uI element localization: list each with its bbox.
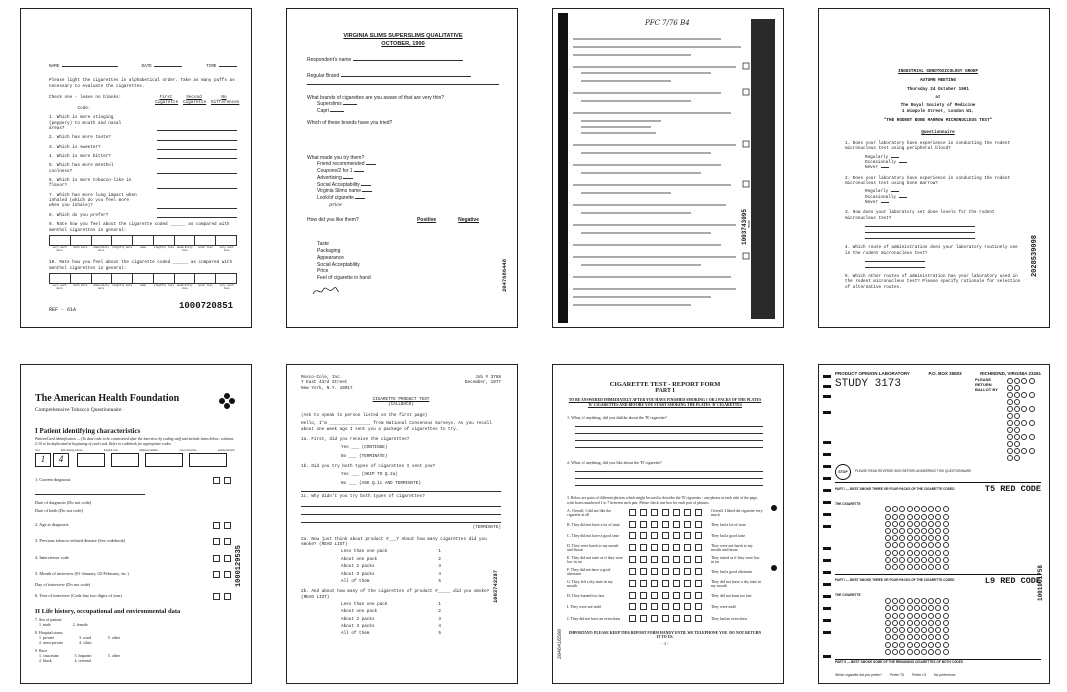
question-item: 1. Does your laboratory have experience in conducting the rodent micronucleus test using peripheral blood? — [845, 140, 1011, 152]
card-box: 1 — [35, 453, 51, 467]
document-code: 1001001758 — [1037, 565, 1044, 602]
field-item: 5. Month of interview (01-January, 02-February, etc.) — [35, 571, 235, 580]
rating-scale-labels: very much more much more moderately more slightly more same slightly less moderately less much less very much less — [52, 245, 234, 253]
field-list — [35, 477, 235, 602]
address-line: 7 East 43rd Street — [301, 380, 348, 386]
document-tile-product-test[interactable]: Mosco-Cole, Inc. 7 East 43rd Street New York, N.Y. 10017 Job # 3788 December, 1977 CIGARETTE PRODUCT TEST (CALLBACK) (Ask to speak to person listed on the first page) Hello, I'm ________________ from National Consensus Surveys. As you recall about one week ago I sent you a package of cigarettes to try. 1a. First, did you receive the cigarettes? Yes ___ (CONTINUE) No ___ (TERMINATE) 1b. Did you try both types of cigarettes I sent you? Yes ___ (SKIP TO Q.2a) No ___ (ASK Q.1c AND TERMINATE) 1c. Why didn't you try both types of cigarettes? (TERMINATE) 2a. Now just think about product #___Y About how many cigarettes did you smoke? (READ LIST) Less than one pack 1 About one pack 2 About 2 packs 3 About 3 packs 4 All of them 5 2b. And about how many of the cigarettes of product #_____ did you smoke? (READ LIST) Less than one pack 1 About one pack 2 About 2 packs 3 About 3 packs 4 All of them 5 1003743297 — [286, 364, 518, 684]
page-title: CIGARETTE PRODUCT TEST — [372, 397, 430, 403]
stop-icon: STOP — [835, 464, 851, 480]
time-label: TIME — [206, 64, 217, 69]
section-title: II Life history, occupational and environmental data — [35, 607, 181, 615]
survey-text-lines — [571, 33, 751, 323]
document-code: 1000129535 — [235, 545, 243, 588]
question-item: 4. Which route of administration does your laboratory routinely use in the rodent micronucleus test? — [845, 245, 1018, 256]
header-fields — [49, 64, 237, 69]
field-item: Date of diagnosis (Do not code) — [35, 499, 92, 505]
date-label: December, 1977 — [464, 380, 501, 386]
document-code: 1000720851 — [179, 301, 234, 311]
section-label: THE CIGARETTE — [835, 593, 861, 598]
question-2b: 2b. And about how many of the cigarettes of product #_____ did you smoke? (READ LIST) — [301, 589, 490, 600]
date-bubbles[interactable] — [1007, 378, 1041, 462]
part1-header — [835, 482, 1041, 494]
callback-label: (CALLBACK) — [388, 402, 414, 408]
question-2a: 2a. Now just think about product #___Y About how many cigarettes did you smoke? (READ LIST) — [301, 536, 487, 548]
question-item: 8. Which do you prefer? — [49, 213, 237, 218]
rating-scale-9[interactable] — [49, 235, 237, 246]
pair-row[interactable]: A. Overall, I did not like the cigarette at all Overall, I liked the cigarette very much — [567, 508, 763, 518]
foundation-logo — [219, 393, 235, 409]
meeting-date: Thursday 24 October 1991 — [907, 86, 969, 92]
field-item: 8. Hospital status — [35, 629, 63, 635]
semantic-pairs — [567, 509, 763, 623]
pair-row[interactable]: C. They did not have a good taste They had a good taste — [567, 534, 746, 539]
code-label: Code: — [77, 105, 91, 111]
section-label: THE CIGARETTE — [835, 501, 861, 506]
attribute-item: Appearance — [317, 254, 344, 261]
question-why: What made you try them? — [307, 154, 365, 161]
terminate-label: (TERMINATE) — [472, 525, 501, 531]
check-label: Check one - leave no blanks: — [49, 95, 122, 101]
aware-item: Capri — [317, 108, 499, 115]
lab-header — [835, 371, 1041, 376]
study-row — [835, 378, 1041, 462]
respondent-field: Respondent's name — [307, 57, 499, 64]
document-code: 2046416599 — [557, 629, 563, 660]
document-tile-ballot[interactable] — [818, 364, 1050, 684]
instruction-text: TO BE ANSWERED IMMEDIATELY AFTER YOU HAVE FINISHED SMOKING 1 OR 2 PACKS OF THE PLATES 'B' CIGARETTES AND BEFORE YOU START SMOKING THE PLATES 'B' CIGARETTES — [568, 398, 762, 407]
scan-edge-shadow — [558, 13, 568, 323]
answer-lines — [865, 261, 1031, 268]
frequency-options: Regularly Occasionally Never — [865, 189, 1031, 205]
attribute-item: Social Acceptability — [317, 261, 360, 268]
code-label: T5 RED CODE — [984, 484, 1041, 495]
pair-row[interactable]: B. They did not have a lot of taste They had a lot of taste — [567, 522, 746, 527]
pair-row[interactable]: E. They did not taste as if they were low in tar They tasted as if they were low in tar — [567, 555, 760, 565]
document-code: 1003743095 — [741, 209, 748, 246]
ref-label: REF - 61A — [49, 307, 77, 313]
rating-bubbles-2[interactable] — [885, 598, 1041, 656]
venue-line: 1 Wimpole Street, London W1. — [901, 108, 975, 114]
like-header: How did you like them? Positive Negative — [307, 216, 479, 223]
return-label: PLEASE RETURN BALLOT BY — [975, 377, 998, 392]
intro-text: Please light the cigarettes in alphabetical order. Take as many puffs as necessary to evaluate the cigarettes. — [49, 78, 235, 89]
date-label: DATE — [141, 64, 152, 69]
pair-row[interactable]: I. They were not mild They were mild — [567, 605, 736, 610]
punch-hole — [771, 505, 777, 511]
page-subtitle: Comprehensive Tobacco Questionnaire — [35, 407, 122, 413]
pair-row[interactable]: J. They did not have an even draw They had an even draw — [567, 616, 748, 621]
job-number: Job # 3788 — [475, 375, 501, 380]
brand-field: Regular Brand — [307, 73, 499, 80]
document-tile-taste-questionnaire[interactable] — [20, 8, 252, 328]
page-title: VIRGINIA SLIMS SUPERSLIMS QUALITATIVE — [343, 33, 463, 39]
read-first-note: PLEASE READ REVERSE SIDE BEFORE ANSWERING THIS QUESTIONNAIRE — [855, 469, 972, 474]
subject-line: "THE RODENT BONE MARROW MICRONUCLEUS TEST" — [883, 118, 993, 124]
pair-row[interactable]: D. They were harsh to my mouth and throat They were not harsh to my mouth and throat — [567, 543, 753, 553]
field-item: Date of birth (Do not code) — [35, 508, 83, 514]
document-tile-american-health-foundation[interactable] — [20, 364, 252, 684]
instructions-text: Patient/Card identification — (To date code to be constructed after the interview by coding staff and include items below: columns 2-10 to be duplicated at beginning of each card. Refer to codebook for appropriate codes. — [35, 437, 234, 446]
field-item: Day of interview (Do not code) — [35, 581, 91, 587]
footer-note: IMPORTANT: PLEASE KEEP THIS REPORT FORM HANDY UNTIL WE TELEPHONE YOU. DO NOT RETURN IT TO US. — [568, 631, 762, 640]
prefer-option[interactable]: No preference — [933, 672, 956, 677]
rating-scale-labels: very much more much more moderately more slightly more same slightly less moderately less much less very much less — [52, 284, 234, 291]
reason-item: Look/of cigarette — [317, 195, 499, 202]
lab-name: PRODUCT OPINION LABORATORY — [835, 371, 910, 376]
page-subtitle: OCTOBER, 1990 — [381, 40, 425, 47]
column-no-diff: No Differences — [211, 95, 240, 106]
reason-item: Advertising — [317, 175, 499, 182]
negative-label: Negative — [458, 216, 479, 223]
lab-pobox: P.O. BOX 26503 — [928, 371, 962, 376]
question-10: 10. Rate how you feel about the cigarette coded ______ as compared with menthol cigarettes in general: — [49, 260, 233, 271]
question-item: 6. Which is more tobacco-like in flavor? — [49, 178, 237, 189]
life-history-fields: 7. Sex of patient: 1. male 2. female 8. Hospital status 1. private 2. semi-private 3. ward 4. clinic 5. other 9. Race 1. caucasian 2. black 3. hispanic 4. oriental 5. other — [35, 617, 235, 663]
document-code: 2047686448 — [501, 259, 508, 293]
pair-row[interactable]: H. They burned too fast They did not burn too fast — [567, 593, 752, 598]
page-title: INDUSTRIAL GENOTOXICOLOGY GROUP — [898, 69, 978, 74]
column-second: Second Cigarette — [183, 95, 207, 106]
document-thumbnail-grid — [20, 8, 1050, 684]
question-item: 5. Which other routes of administration has your laboratory used in the rodent micronucleus test? Please specify rationale for selection of alternative routes. — [845, 273, 1021, 290]
reason-item: Coupons/2 for 1 — [317, 168, 499, 175]
question-1a: 1a. First, did you receive the cigarettes? — [301, 436, 410, 442]
field-item: 4. Interviewer code — [35, 555, 235, 564]
question-1b: 1b. Did you try both types of cigarettes I sent you? — [301, 463, 436, 469]
field-item: 6. Year of interview (Code last two digits of year) — [35, 593, 235, 602]
question-aware: What brands of cigarettes are you aware of that are very thin? — [307, 94, 445, 101]
pair-row[interactable]: G. They left a dry taste in my mouth They did not leave a dry taste in my mouth — [567, 579, 762, 589]
code-label: L9 RED CODE — [984, 576, 1041, 587]
reason-item: Social Acceptability — [317, 182, 499, 189]
rating-scale-10[interactable] — [49, 273, 237, 284]
reason-list — [317, 161, 499, 208]
part-label: PART I — [655, 388, 675, 394]
field-item: 3. Previous tobacco-related disease (See codebook) — [35, 538, 235, 547]
foundation-header — [35, 393, 235, 413]
answer-lines — [865, 226, 1031, 239]
aware-item: Superslims — [317, 101, 499, 108]
column-first: First Cigarette — [155, 95, 179, 106]
field-item: 2. Age at diagnosis — [35, 522, 235, 531]
attribute-list — [317, 241, 499, 282]
letterhead — [301, 375, 501, 391]
question-tried: Which of these brands have you tried? — [307, 119, 393, 126]
attribute-item: Taste — [317, 241, 329, 248]
frequency-options: Regularly Occasionally Never — [865, 155, 1031, 171]
lab-city: RICHMOND, VIRGINIA 23261 — [980, 371, 1041, 376]
section-title: Questionnaire — [921, 129, 955, 135]
question-item: 5. Which has more menthol coolness? — [49, 163, 237, 174]
document-tile-scanned-survey[interactable] — [552, 8, 784, 328]
question-item: 2. Which has more taste? — [49, 135, 237, 140]
document-tile-report-form[interactable] — [552, 364, 784, 684]
option-list: Less than one pack 1 About one pack 2 About 2 packs 3 About 3 packs 4 All of them 5 — [341, 601, 441, 637]
rating-bubbles-1[interactable] — [885, 506, 1041, 571]
page-title: CIGARETTE TEST - REPORT FORM — [609, 381, 721, 388]
card-box: 4 — [53, 453, 69, 467]
question-item: 2. Does your laboratory have experience in conducting the rodent micronucleus test using bone marrow? — [845, 175, 1011, 187]
venue-line: The Royal Society of Medicine — [900, 103, 976, 109]
timing-marks — [823, 371, 831, 671]
question-9: 9. Rate how you feel about the cigarette coded ______ as compared with menthol cigarettes in general: — [49, 222, 230, 233]
meeting-label: AUTUMN MEETING — [919, 78, 957, 84]
card-id-boxes[interactable] — [35, 453, 235, 467]
question-item: 3. Which is sweeter? — [49, 145, 237, 150]
section-title: I Patient identifying characteristics — [35, 427, 141, 435]
document-code: 2028539098 — [1031, 235, 1039, 278]
study-title: STUDY 3173 — [835, 378, 902, 391]
attribute-item: Packaging — [317, 248, 341, 255]
question-item: 7. Which has more lung impact when inhaled (which do you feel more when you inhale)? — [49, 193, 237, 209]
question-list — [49, 115, 237, 218]
question-1: 1. What, if anything, did you dislike about the 'B' cigarette? — [567, 415, 667, 421]
question-3: 3. Below are pairs of different phrases which might be used to describe the 'B' cigarettes - one phrase at each side of the page, with boxes numbered 1 to 7 between each pair. Please check one box for each pair of phrases. — [567, 496, 758, 506]
part1b-header — [835, 574, 1041, 586]
question-item: 1. Which is more stinging (peppery) to mouth and nasal areas? — [49, 115, 237, 131]
form-footer: NCO Form Sorry 895 BWA44 23 — [917, 681, 959, 684]
attribute-item: Feel of cigarette in hand — [317, 275, 371, 282]
field-item: 7. Sex of patient: — [35, 616, 63, 622]
page-title: The American Health Foundation — [35, 393, 180, 404]
document-tile-virginia-slims[interactable] — [286, 8, 518, 328]
signature-scribble — [311, 284, 341, 298]
handwritten-note: price — [329, 201, 342, 208]
positive-label: Positive — [416, 216, 437, 223]
name-label: NAME — [49, 64, 60, 69]
company-name: Mosco-Cole, Inc. — [301, 375, 343, 380]
at-label: at — [935, 95, 941, 101]
card-id-labels: card interviewing subcase hospital code admission number case/control/free patient initial/no — [35, 449, 235, 453]
field-item: 1. Current diagnosis — [35, 477, 235, 486]
document-tile-genotoxicology[interactable] — [818, 8, 1050, 328]
punch-hole — [771, 565, 777, 571]
question-2: 2. What, if anything, did you like about the 'B' cigarette? — [567, 460, 662, 466]
handwritten-note: PFC 7/76 B4 — [645, 19, 690, 27]
preference-question: Which cigarette did you prefer? — [835, 672, 882, 677]
option-list: Less than one pack 1 About one pack 2 About 2 packs 3 About 3 packs 4 All of them 5 — [341, 549, 441, 584]
address-line: New York, N.Y. 10017 — [301, 385, 353, 391]
question-1c: 1c. Why didn't you try both types of cigarettes? — [301, 491, 501, 499]
stop-row — [835, 464, 1041, 480]
intro-text: Hello, I'm ________________ from National Consensus Surveys. As you recall about one week ago I sent you a package of cigarettes to try. — [301, 421, 492, 432]
reason-item: Virginia Slims name — [317, 188, 499, 195]
document-code: 1003743297 — [492, 570, 499, 604]
page-number: - 3 - — [661, 641, 669, 647]
part-label: PART II — BEST SMOKE SOME OF THE REMAINING CIGARETTES OF BOTH CODES — [835, 659, 1041, 665]
scan-edge-shadow — [751, 19, 775, 319]
columns-header — [49, 95, 240, 106]
prefer-option[interactable]: Prefer T5 — [889, 672, 905, 677]
field-item: 9. Race — [35, 647, 47, 653]
reason-item: Friend recommended — [317, 161, 499, 168]
instruction-text: (Ask to speak to person listed on the first page) — [301, 412, 428, 418]
part-label: PART I — BEST SMOKE THREE OR FOUR PACKS OF THE CIGARETTE CODED — [835, 486, 955, 491]
question-item: 4. Which is more bitter? — [49, 154, 237, 159]
preference-row[interactable] — [835, 673, 1041, 677]
attribute-item: Price — [317, 268, 329, 275]
prefer-option[interactable]: Prefer L9 — [912, 672, 926, 677]
part-label: PART I — BEST SMOKE THREE OR FOUR PACKS OF THE CIGARETTE CODED — [835, 578, 955, 583]
question-item: 3. How does your laboratory set dose levels for the rodent micronucleus test? — [845, 210, 995, 221]
pair-row[interactable]: F. They did not have a good aftertaste They had a good aftertaste — [567, 567, 753, 577]
